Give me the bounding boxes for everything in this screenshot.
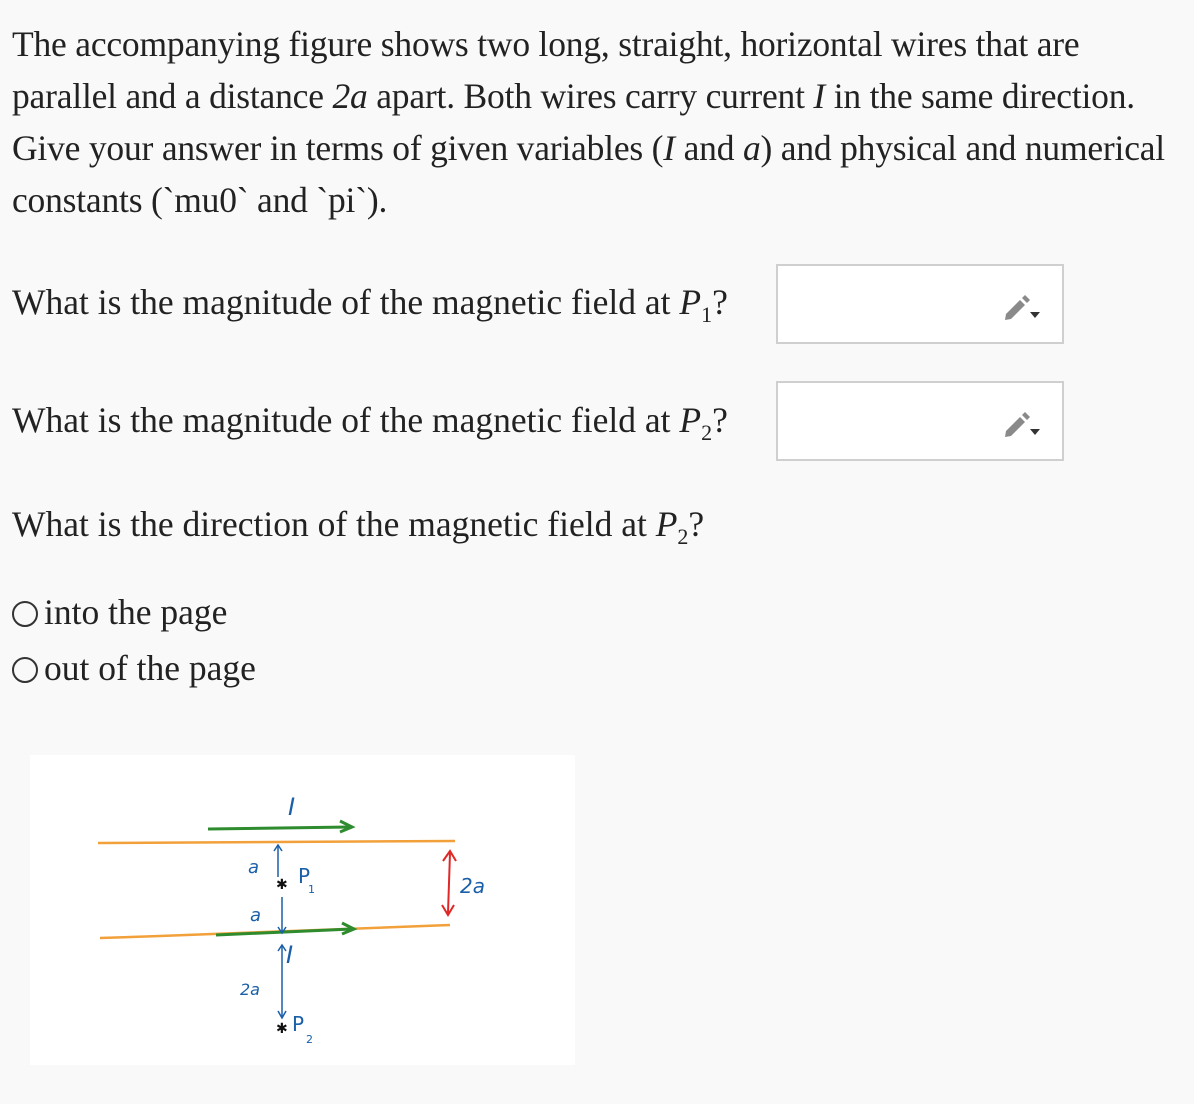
- wire-diagram: [30, 755, 575, 1065]
- label-a-upper: a: [248, 857, 260, 878]
- top-current-label: I: [288, 793, 296, 821]
- question-field-p1: What is the magnitude of the magnetic field at $P_1$?: [12, 282, 728, 328]
- top-wire: [98, 841, 455, 843]
- point-p2-subscript: 2: [306, 1033, 313, 1046]
- intro-text-4: and: [674, 128, 743, 168]
- option-out-of-page-label: out of the page: [44, 648, 256, 688]
- intro-text-3: in the same direction. Give your answer in terms of given variables (: [12, 76, 1135, 168]
- wire-diagram-svg: [30, 755, 575, 1065]
- red-measure-arrow: [448, 853, 450, 913]
- point-p1-marker: ✱: [276, 877, 288, 893]
- point-p1-subscript: 1: [308, 883, 315, 896]
- intro-current-symbol: I: [813, 76, 826, 116]
- radio-into-page[interactable]: [12, 601, 38, 627]
- intro-var-i: I: [663, 128, 675, 168]
- intro-distance: 2a: [332, 76, 368, 116]
- bottom-current-label: I: [286, 941, 294, 969]
- point-p2-marker: ✱: [276, 1021, 288, 1037]
- top-current-arrow: [208, 827, 350, 829]
- option-into-page-label: into the page: [44, 592, 228, 632]
- point-p2-letter: P: [292, 1012, 305, 1036]
- label-2a-right: 2a: [460, 874, 485, 898]
- intro-text-5: ) and physical and numerical constants (`mu0` and `pi`).: [12, 128, 1165, 220]
- option-out-of-page[interactable]: [12, 646, 256, 690]
- radio-out-of-page[interactable]: [12, 657, 38, 683]
- intro-var-a: a: [742, 128, 761, 168]
- answer-input-p2[interactable]: [778, 383, 998, 459]
- intro-text-1: The accompanying figure shows two long, straight, horizontal wires that are parallel and a distance: [12, 24, 1080, 116]
- answer-box-p1[interactable]: [776, 264, 1064, 344]
- option-into-page[interactable]: [12, 590, 227, 634]
- intro-text-2: apart. Both wires carry current: [367, 76, 814, 116]
- answer-box-p2[interactable]: [776, 381, 1064, 461]
- label-a-lower: a: [250, 905, 262, 926]
- question-field-p2: What is the magnitude of the magnetic field at $P_2$?: [12, 400, 728, 446]
- question-direction-p2: What is the direction of the magnetic field at $P_2$?: [12, 504, 705, 550]
- label-2a-left: 2a: [240, 980, 260, 999]
- pencil-dropdown-icon[interactable]: [1002, 294, 1042, 320]
- pencil-dropdown-icon[interactable]: [1002, 411, 1042, 437]
- problem-statement: [12, 18, 1182, 226]
- answer-input-p1[interactable]: [778, 266, 998, 342]
- point-p1-letter: P: [298, 864, 311, 888]
